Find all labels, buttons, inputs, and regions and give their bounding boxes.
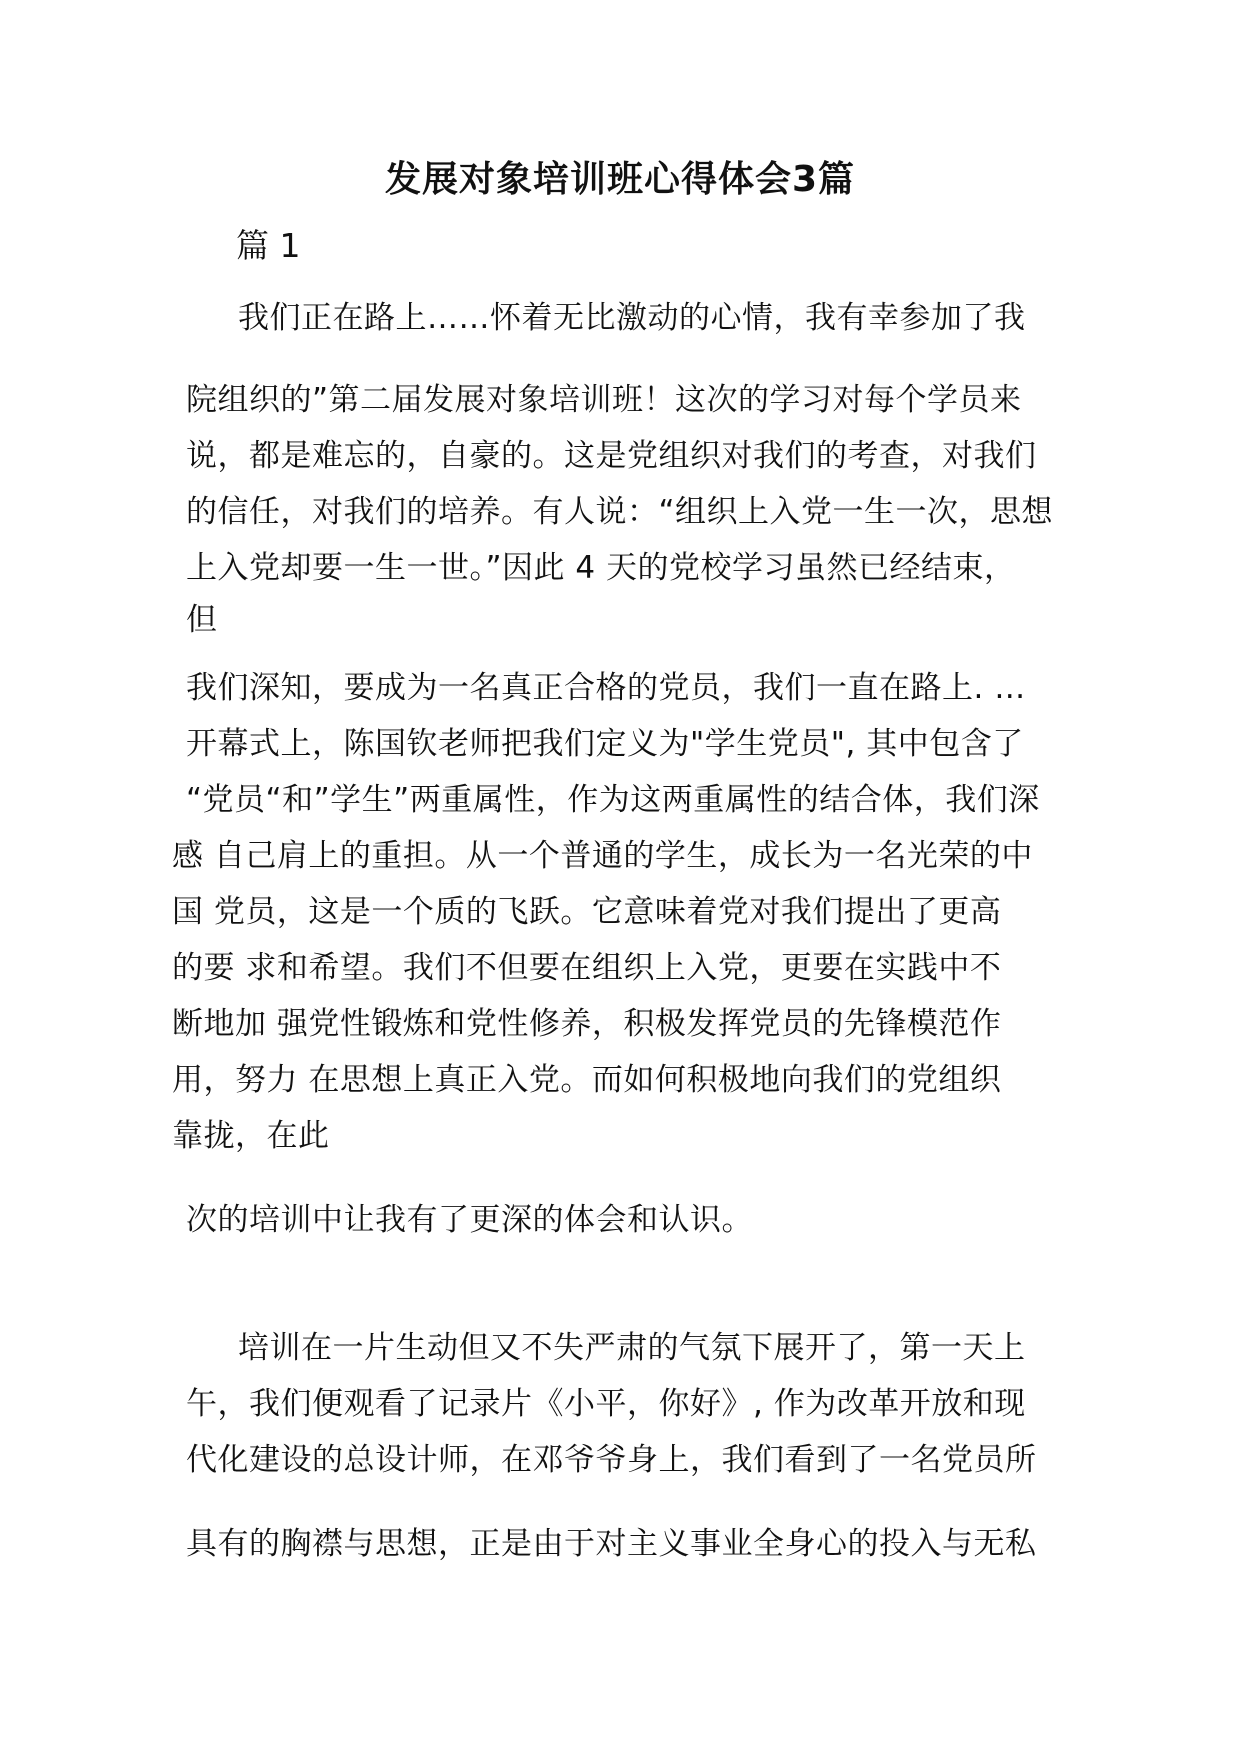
body-line: 说，都是难忘的，自豪的。这是党组织对我们的考查，对我们 — [186, 438, 1037, 474]
body-line: 断地加 强党性锻炼和党性修养，积极发挥党员的先锋模范作 — [172, 1006, 1002, 1042]
body-line: 院组织的”第二届发展对象培训班！这次的学习对每个学员来 — [186, 382, 1022, 418]
section-label: 篇 1 — [236, 226, 301, 265]
body-line: 国 党员，这是一个质的飞跃。它意味着党对我们提出了更高 — [172, 894, 1002, 930]
body-line: 开幕式上，陈国钦老师把我们定义为"学生党员", 其中包含了 — [186, 726, 1024, 762]
body-line: 的信任，对我们的培养。有人说：“组织上入党一生一次，思想 — [186, 494, 1054, 530]
body-line: 我们正在路上……怀着无比激动的心情，我有幸参加了我 — [238, 300, 1026, 336]
body-line: 的要 求和希望。我们不但要在组织上入党，更要在实践中不 — [172, 950, 1002, 986]
body-line: 我们深知，要成为一名真正合格的党员，我们一直在路上. … — [186, 670, 1026, 706]
document-title: 发展对象培训班心得体会3篇 — [384, 159, 856, 200]
body-line: 培训在一片生动但又不失严肃的气氛下展开了，第一天上 — [238, 1330, 1026, 1366]
body-line: 次的培训中让我有了更深的体会和认识。 — [186, 1202, 753, 1238]
body-line: 靠拢，在此 — [172, 1118, 330, 1154]
body-line: 用，努力 在思想上真正入党。而如何积极地向我们的党组织 — [172, 1062, 1002, 1098]
body-line: 感 自己肩上的重担。从一个普通的学生，成长为一名光荣的中 — [172, 838, 1033, 874]
body-line: “党员“和”学生”两重属性，作为这两重属性的结合体，我们深 — [186, 782, 1040, 818]
body-line: 上入党却要一生一世。”因此 4 天的党校学习虽然已经结束， — [186, 550, 1016, 586]
body-line: 午，我们便观看了记录片《小平，你好》, 作为改革开放和现 — [186, 1386, 1026, 1422]
body-line: 代化建设的总设计师，在邓爷爷身上，我们看到了一名党员所 — [186, 1442, 1037, 1478]
body-line: 具有的胸襟与思想，正是由于对主义事业全身心的投入与无私 — [186, 1526, 1037, 1562]
body-line: 但 — [186, 602, 218, 638]
